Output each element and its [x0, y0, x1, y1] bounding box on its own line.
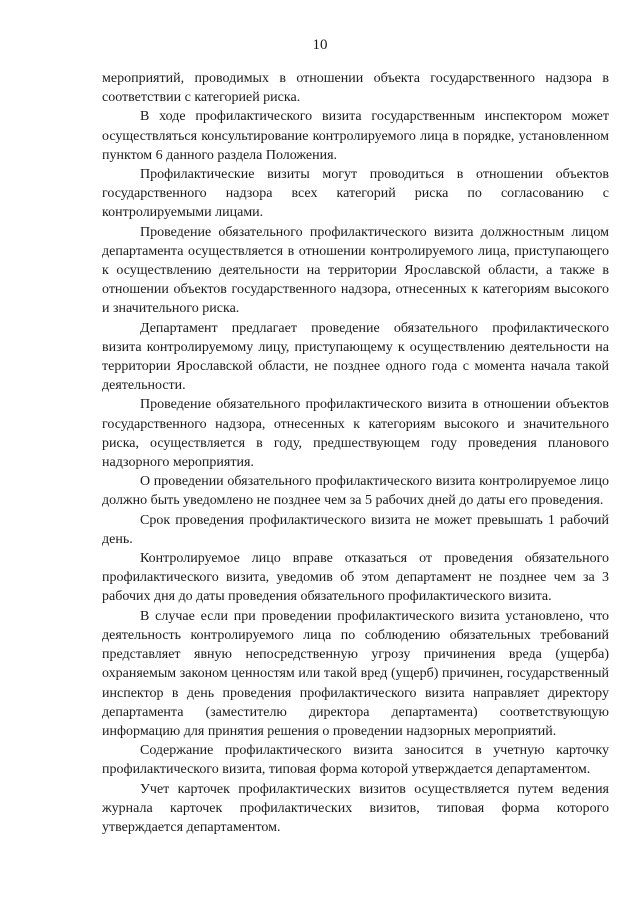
paragraph: О проведении обязательного профилактического визита контролируемое лицо должно быть уведомлено не позднее чем за 5 рабочих дней до даты его проведения.: [102, 474, 609, 509]
paragraph: Профилактические визиты могут проводиться в отношении объектов государственного надзора всех категорий риска по согласованию с контролируемыми лицами.: [102, 167, 609, 221]
paragraph: мероприятий, проводимых в отношении объекта государственного надзора в соответствии с категорией риска.: [102, 71, 609, 106]
paragraph: Департамент предлагает проведение обязательного профилактического визита контролируемому лицу, приступающему к осуществлению деятельности на территории Ярославской области, не позднее одного года с момента начала такой деятельности.: [102, 320, 609, 394]
paragraph: Учет карточек профилактических визитов осуществляется путем ведения журнала карточек профилактических визитов, типовая форма которого утверждается департаментом.: [102, 781, 609, 835]
document-body: [102, 69, 609, 837]
paragraph: Проведение обязательного профилактического визита должностным лицом департамента осуществляется в отношении контролируемого лица, приступающего к осуществлению деятельности на территории Ярославской области, а также в отношении объектов государственного надзора, отнесенных к категориям высокого и значительного риска.: [102, 224, 609, 317]
paragraph: Проведение обязательного профилактического визита в отношении объектов государственного надзора, отнесенных к категориям высокого и значительного риска, осуществляется в году, предшествующем году проведения планового надзорного мероприятия.: [102, 397, 609, 471]
paragraph: В ходе профилактического визита государственным инспектором может осуществляться консультирование контролируемого лица в порядке, установленном пунктом 6 данного раздела Положения.: [102, 109, 609, 163]
paragraph: Срок проведения профилактического визита не может превышать 1 рабочий день.: [102, 512, 609, 547]
paragraph: Контролируемое лицо вправе отказаться от проведения обязательного профилактического визита, уведомив об этом департамент не позднее чем за 3 рабочих дня до даты проведения обязательного профилактического визита.: [102, 551, 609, 605]
page-number: 10: [312, 37, 328, 53]
paragraph: Содержание профилактического визита заносится в учетную карточку профилактического визита, типовая форма которой утверждается департаментом.: [102, 743, 609, 778]
paragraph: В случае если при проведении профилактического визита установлено, что деятельность контролируемого лица по соблюдению обязательных требований представляет явную непосредственную угрозу причинения вреда (ущерба) охраняемым законом ценностям или такой вред (ущерб) причинен, государственный инспектор в день проведения профилактического визита направляет директору департамента (заместителю директора департамента) соответствующую информацию для принятия решения о проведении надзорных мероприятий.: [102, 608, 609, 739]
